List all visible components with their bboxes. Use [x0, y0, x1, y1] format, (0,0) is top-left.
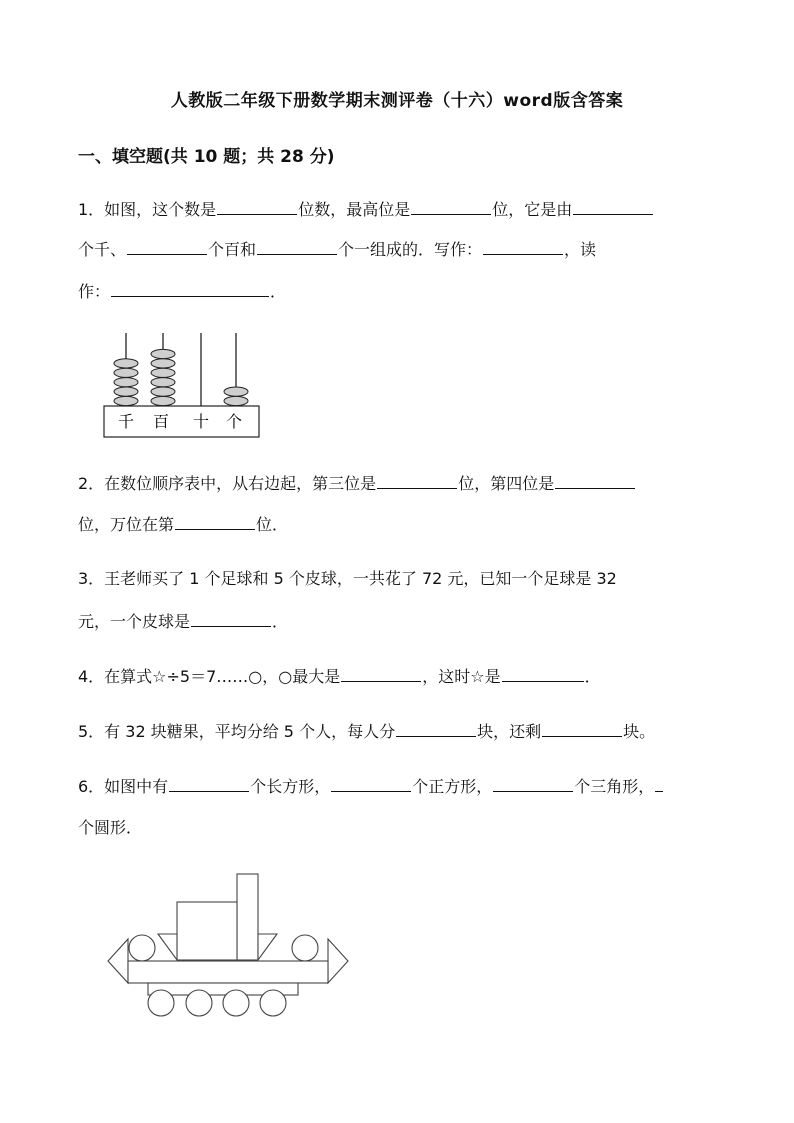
- q5-text-a: 5．有 32 块糖果，平均分给 5 个人，每人分: [78, 722, 396, 741]
- q2-text-a: 2．在数位顺序表中，从右边起，第三位是: [78, 474, 377, 493]
- q2-blank-fourth-place: [555, 472, 635, 489]
- question-1-line-2: [78, 238, 596, 261]
- question-6-line-1: [78, 775, 664, 798]
- question-1-line-1: [78, 198, 654, 221]
- abacus-bead-thousands: [114, 396, 138, 405]
- q1-blank-hundreds: [127, 238, 207, 255]
- triangle-outer-right: [328, 939, 348, 983]
- square: [177, 902, 237, 960]
- triangle-inner-right: [258, 934, 277, 960]
- q6-text-b: 个长方形，: [250, 777, 331, 796]
- q1-text-i: ．: [270, 282, 287, 301]
- q2-blank-ten-thousands: [175, 513, 255, 530]
- q5-blank-remainder: [542, 720, 622, 737]
- q6-blank-squares: [331, 775, 411, 792]
- abacus-label-tens: 十: [192, 412, 210, 431]
- q5-blank-each: [396, 720, 476, 737]
- abacus-bead-thousands: [114, 378, 138, 387]
- circle-top-left: [129, 935, 155, 961]
- triangle-inner-left: [158, 934, 177, 960]
- q1-blank-read: [111, 280, 269, 297]
- circle-top-right: [292, 935, 318, 961]
- q4-text-c: ．: [584, 667, 601, 686]
- q2-text-c: 位，万位在第: [78, 515, 175, 534]
- q6-blank-triangles: [493, 775, 573, 792]
- q5-text-c: 块。: [623, 722, 656, 741]
- body-rectangle: [128, 961, 328, 983]
- q6-blank-rectangles: [169, 775, 249, 792]
- wheel-3: [223, 990, 249, 1016]
- page-title: 人教版二年级下册数学期末测评卷（十六）word版含答案: [170, 91, 624, 111]
- question-2-line-2: [78, 513, 288, 536]
- q1-text-e: 个百和: [208, 240, 257, 259]
- shapes-figure: [100, 866, 360, 1026]
- wheel-2: [186, 990, 212, 1016]
- q1-blank-digits: [217, 198, 297, 215]
- question-5: [78, 720, 655, 743]
- wheel-1: [148, 990, 174, 1016]
- abacus-label-thousands: 千: [117, 412, 135, 431]
- abacus-bead-hundreds: [151, 359, 175, 368]
- q6-text-c: 个正方形，: [412, 777, 493, 796]
- abacus-bead-hundreds: [151, 368, 175, 377]
- section-heading-fill-in: 一、填空题(共 10 题；共 28 分): [78, 147, 335, 167]
- triangle-outer-left: [108, 939, 128, 983]
- question-3-line-2: [78, 610, 288, 633]
- abacus-bead-ones: [224, 396, 248, 405]
- wheel-4: [260, 990, 286, 1016]
- question-1-line-3: [78, 280, 286, 303]
- q3-blank-ball-price: [191, 610, 271, 627]
- q1-blank-thousands: [573, 198, 653, 215]
- q2-blank-third-place: [377, 472, 457, 489]
- q1-text-d: 个千、: [78, 240, 127, 259]
- abacus-bead-hundreds: [151, 349, 175, 358]
- abacus-label-hundreds: 百: [152, 412, 170, 431]
- q1-text-g: ，读: [564, 240, 597, 259]
- q2-text-b: 位，第四位是: [458, 474, 555, 493]
- question-2-line-1: [78, 472, 636, 495]
- q1-text-f: 个一组成的．写作：: [338, 240, 483, 259]
- question-6-line-2: 个圆形．: [78, 818, 143, 837]
- abacus-bead-thousands: [114, 387, 138, 396]
- abacus-bead-thousands: [114, 368, 138, 377]
- q6-text-a: 6．如图中有: [78, 777, 169, 796]
- q1-blank-ones: [257, 238, 337, 255]
- q1-blank-write: [483, 238, 563, 255]
- abacus-bead-thousands: [114, 359, 138, 368]
- q1-text-a: 1．如图，这个数是: [78, 200, 217, 219]
- q3-text-a: 元，一个皮球是: [78, 612, 191, 631]
- q5-text-b: 块，还剩: [477, 722, 542, 741]
- q1-blank-highest-place: [411, 198, 491, 215]
- q2-text-d: 位．: [256, 515, 289, 534]
- tall-rectangle: [237, 874, 258, 960]
- question-4: [78, 665, 601, 688]
- q4-blank-star: [502, 665, 584, 682]
- q3-text-b: ．: [272, 612, 289, 631]
- question-3-line-1: 3．王老师买了 1 个足球和 5 个皮球，一共花了 72 元，已知一个足球是 32: [78, 569, 617, 588]
- abacus-figure: [96, 326, 268, 444]
- abacus-label-ones: 个: [225, 412, 243, 431]
- abacus-bead-hundreds: [151, 387, 175, 396]
- q4-text-b: ，这时☆是: [422, 667, 501, 686]
- q6-text-d: 个三角形，: [574, 777, 655, 796]
- q1-text-b: 位数，最高位是: [298, 200, 411, 219]
- abacus-bead-hundreds: [151, 378, 175, 387]
- q1-text-h: 作：: [78, 282, 111, 301]
- q4-blank-max-remainder: [341, 665, 421, 682]
- q1-text-c: 位，它是由: [492, 200, 573, 219]
- q6-blank-circles: [655, 775, 663, 792]
- abacus-bead-hundreds: [151, 396, 175, 405]
- q4-text-a: 4．在算式☆÷5＝7……○，○最大是: [78, 667, 341, 686]
- abacus-bead-ones: [224, 387, 248, 396]
